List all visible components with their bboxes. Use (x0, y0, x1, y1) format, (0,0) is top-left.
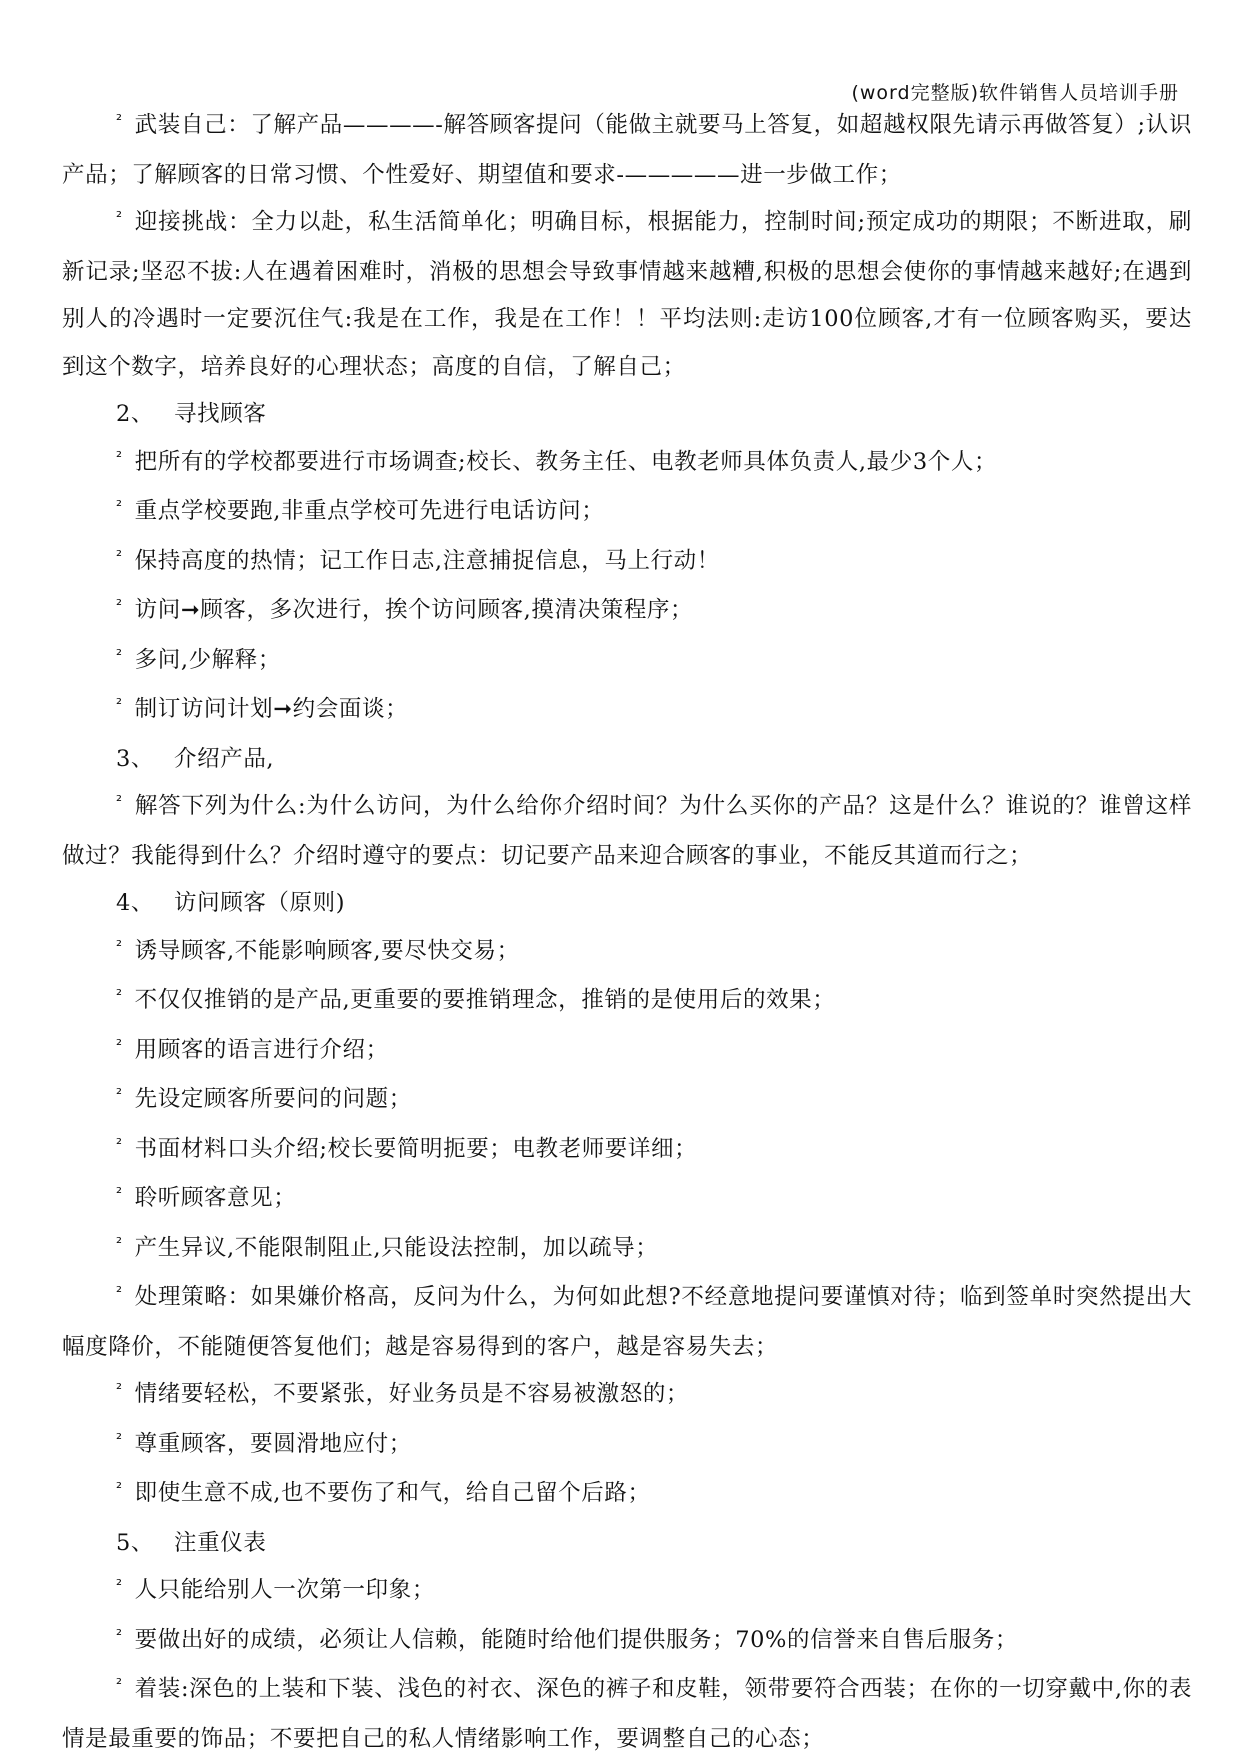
page-header-title: (word完整版)软件销售人员培训手册 (851, 82, 1179, 104)
bullet-marker: ² (116, 1085, 123, 1103)
bullet-marker: ² (116, 986, 123, 1004)
bullet-paragraph (62, 488, 1192, 538)
section-number: 4、 (116, 890, 155, 916)
section-heading (62, 1520, 1192, 1568)
paragraph-text: 解答下列为什么:为什么访问，为什么给你介绍时间？为什么买你的产品？这是什么？谁说的？谁曾这样做过？我能得到什么？介绍时遵守的要点：切记要产品来迎合顾客的事业，不能反其道而行之； (62, 793, 1192, 869)
bullet-paragraph (62, 1027, 1192, 1077)
section-heading-text: 介绍产品, (174, 745, 275, 772)
paragraph-text: 多问,少解释； (134, 646, 281, 673)
paragraph-text: 尊重顾客，要圆滑地应付； (134, 1430, 412, 1457)
bullet-marker: ² (116, 645, 123, 664)
paragraph-text: 用顾客的语言进行介绍； (134, 1036, 389, 1063)
bullet-marker: ² (116, 792, 123, 810)
bullet-paragraph (62, 1421, 1192, 1471)
paragraph-text: 把所有的学校都要进行市场调查;校长、教务主任、电教老师具体负责人,最少3个人； (134, 448, 998, 475)
paragraph-text: 不仅仅推销的是产品,更重要的要推销理念，推销的是使用后的效果； (134, 987, 836, 1013)
section-heading-text: 寻找顾客 (174, 401, 267, 427)
bullet-marker: ² (116, 1233, 123, 1252)
bullet-paragraph (62, 637, 1192, 687)
paragraph-text: 制订访问计划➞约会面谈； (134, 696, 409, 722)
bullet-paragraph (62, 928, 1192, 978)
paragraph-text: 产生异议,不能限制阻止,只能设法控制，加以疏导； (134, 1234, 659, 1261)
paragraph-text: 重点学校要跑,非重点学校可先进行电话访问； (134, 498, 605, 524)
bullet-marker: ² (116, 546, 123, 565)
paragraph-text: 人只能给别人一次第一印象； (134, 1577, 435, 1603)
bullet-paragraph (62, 1470, 1192, 1520)
paragraph-text: 访问➞顾客，多次进行，挨个访问顾客,摸清决策程序； (134, 597, 694, 623)
section-number: 2、 (116, 401, 155, 427)
section-heading (62, 880, 1192, 928)
bullet-marker: ² (116, 1035, 123, 1054)
bullet-marker: ² (116, 1283, 123, 1301)
bullet-marker: ² (116, 695, 123, 713)
paragraph-text: 聆听顾客意见； (134, 1185, 297, 1211)
bullet-paragraph (62, 1274, 1192, 1371)
section-heading-text: 注重仪表 (174, 1529, 267, 1556)
paragraph-text: 要做出好的成绩，必须让人信赖，能随时给他们提供服务；70%的信誉来自售后服务； (134, 1626, 1019, 1653)
bullet-paragraph (62, 587, 1192, 637)
bullet-marker: ² (116, 1625, 123, 1644)
paragraph-text: 即使生意不成,也不要伤了和气，给自己留个后路； (134, 1480, 651, 1506)
paragraph-text: 书面材料口头介绍;校长要简明扼要；电教老师要详细； (134, 1135, 698, 1162)
paragraph-text: 保持高度的热情；记工作日志,注意捕捉信息，马上行动！ (134, 547, 720, 574)
paragraph-text: 迎接挑战：全力以赴，私生活简单化；明确目标，根据能力，控制时间;预定成功的期限；不断进取，刷新记录;坚忍不拔:人在遇着困难时，消极的思想会导致事情越来越糟,积极的思想会使你的事情越来越好;在遇到别人的冷遇时一定要沉住气:我是在工作，我是在工作！！平均法则:走访100位顾客,才有一位顾客购买，要达到这个数字，培养良好的心理状态；高度的自信，了解自己； (62, 209, 1192, 380)
bullet-paragraph (62, 538, 1192, 588)
bullet-marker: ² (116, 497, 123, 515)
section-heading-text: 访问顾客（原则) (174, 890, 346, 916)
paragraph-text: 处理策略：如果嫌价格高，反问为什么，为何如此想?不经意地提问要谨慎对待；临到签单时突然提出大幅度降价，不能随便答复他们；越是容易得到的客户，越是容易失去； (62, 1284, 1192, 1360)
bullet-paragraph (62, 439, 1192, 489)
bullet-paragraph (62, 1175, 1192, 1225)
section-heading (62, 391, 1192, 439)
paragraph-text: 诱导顾客,不能影响顾客,要尽快交易； (134, 937, 520, 964)
paragraph-text: 着装:深色的上装和下装、浅色的衬衣、深色的裤子和皮鞋，领带要符合西装；在你的一切穿戴中,你的表情是最重要的饰品；不要把自己的私人情绪影响工作，要调整自己的心态； (62, 1676, 1192, 1752)
bullet-paragraph (62, 783, 1192, 880)
bullet-marker: ² (116, 1134, 123, 1153)
paragraph-text: 先设定顾客所要问的问题； (134, 1086, 412, 1112)
bullet-paragraph (62, 102, 1192, 199)
bullet-marker: ² (116, 936, 123, 955)
bullet-paragraph (62, 1567, 1192, 1617)
bullet-marker: ² (116, 111, 123, 129)
bullet-paragraph (62, 1076, 1192, 1126)
bullet-marker: ² (116, 1429, 123, 1448)
bullet-marker: ² (116, 1576, 123, 1594)
section-heading (62, 736, 1192, 784)
bullet-paragraph (62, 1126, 1192, 1176)
section-number: 5、 (116, 1529, 155, 1556)
bullet-paragraph (62, 1225, 1192, 1275)
bullet-paragraph (62, 1371, 1192, 1421)
bullet-paragraph (62, 199, 1192, 391)
bullet-paragraph (62, 686, 1192, 736)
section-number: 3、 (116, 745, 155, 772)
document-body (62, 102, 1192, 1763)
paragraph-text: 武装自己：了解产品————-解答顾客提问（能做主就要马上答复，如超越权限先请示再做答复）;认识产品；了解顾客的日常习惯、个性爱好、期望值和要求-—————进一步做工作； (62, 112, 1192, 188)
bullet-marker: ² (116, 1184, 123, 1202)
bullet-marker: ² (116, 1479, 123, 1497)
bullet-marker: ² (116, 596, 123, 614)
bullet-marker: ² (116, 1380, 123, 1398)
bullet-marker: ² (116, 208, 123, 226)
bullet-paragraph (62, 1666, 1192, 1763)
bullet-marker: ² (116, 1675, 123, 1693)
bullet-marker: ² (116, 447, 123, 466)
paragraph-text: 情绪要轻松，不要紧张，好业务员是不容易被激怒的； (134, 1381, 690, 1407)
bullet-paragraph (62, 977, 1192, 1027)
bullet-paragraph (62, 1617, 1192, 1667)
